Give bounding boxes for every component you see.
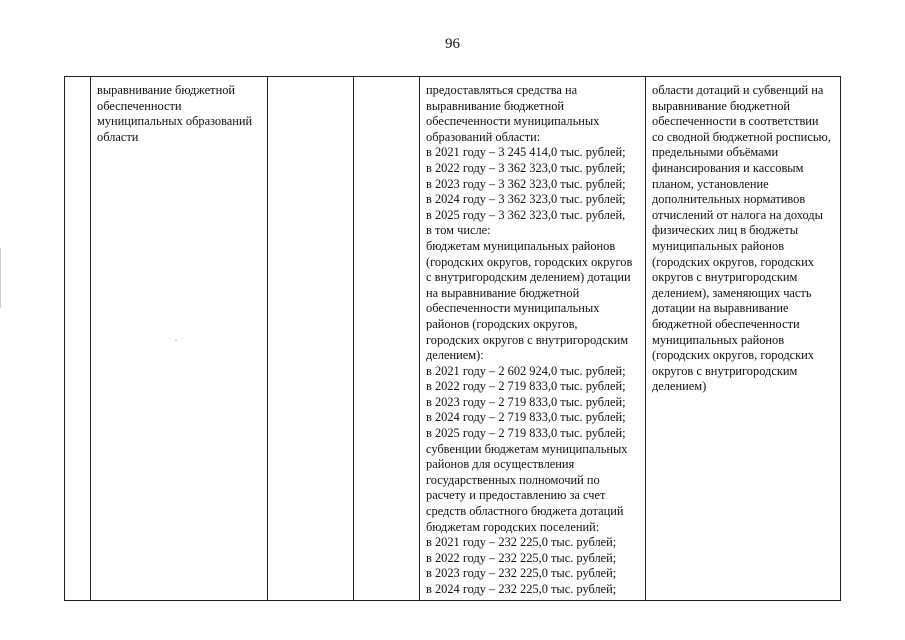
table-cell-expected-result [420, 77, 646, 601]
page-number: 96 [445, 36, 460, 52]
measure-name-text: выравнивание бюджетной обеспеченности муниципальных образований области [97, 83, 253, 144]
scan-margin-mark [0, 248, 1, 308]
table-row [65, 77, 841, 601]
description-text: области дотаций и субвенций на выравнивание бюджетной обеспеченности в соответствии со сводной бюджетной росписью, предельными объёмами финансирования и кассовым планом, установление дополнительных нормативов отчислений от налога на доходы физических лиц в бюджеты муниципальных районов (городских округов, городских округов с внутригородским делением), заменяющих часть дотации на выравнивание бюджетной обеспеченности муниципальных районов (городских округов, городских округов с внутригородским делением) [652, 83, 831, 394]
table-cell-empty-b [354, 77, 420, 601]
table-cell-empty-a [268, 77, 354, 601]
table-cell-description [646, 77, 841, 601]
table-cell-measure-name [91, 77, 268, 601]
program-table [64, 76, 841, 601]
table-cell-empty-left [65, 77, 91, 601]
expected-result-text: предоставляться средства на выравнивание бюджетной обеспеченности муниципальных образований области: в 2021 году – 3 245 414,0 тыс. рублей; в 2022 году – 3 362 323,0 тыс. рублей; в 2023 году – 3 362 323,0 тыс. рублей; в 2024 году – 3 362 323,0 тыс. рублей; в 2025 году – 3 362 323,0 тыс. рублей, в том числе: бюджетам муниципальных районов (городских округов, городских округов с внутригородским делением) дотации на выравнивание бюджетной обеспеченности муниципальных районов (городских округов, городских округов с внутригородским делением): в 2021 году – 2 602 924,0 тыс. рублей; в 2022 году – 2 719 833,0 тыс. рублей; в 2023 году – 2 719 833,0 тыс. рублей; в 2024 году – 2 719 833,0 тыс. рублей; в 2025 году – 2 719 833,0 тыс. рублей; субвенции бюджетам муниципальных районов для осуществления государственных полномочий по расчету и предоставлению за счет средств областного бюджета дотаций бюджетам городских поселений: в 2021 году – 232 225,0 тыс. рублей; в 2022 году – 232 225,0 тыс. рублей; в 2023 году – 232 225,0 тыс. рублей; в 2024 году – 232 225,0 тыс. рублей; [426, 83, 633, 596]
